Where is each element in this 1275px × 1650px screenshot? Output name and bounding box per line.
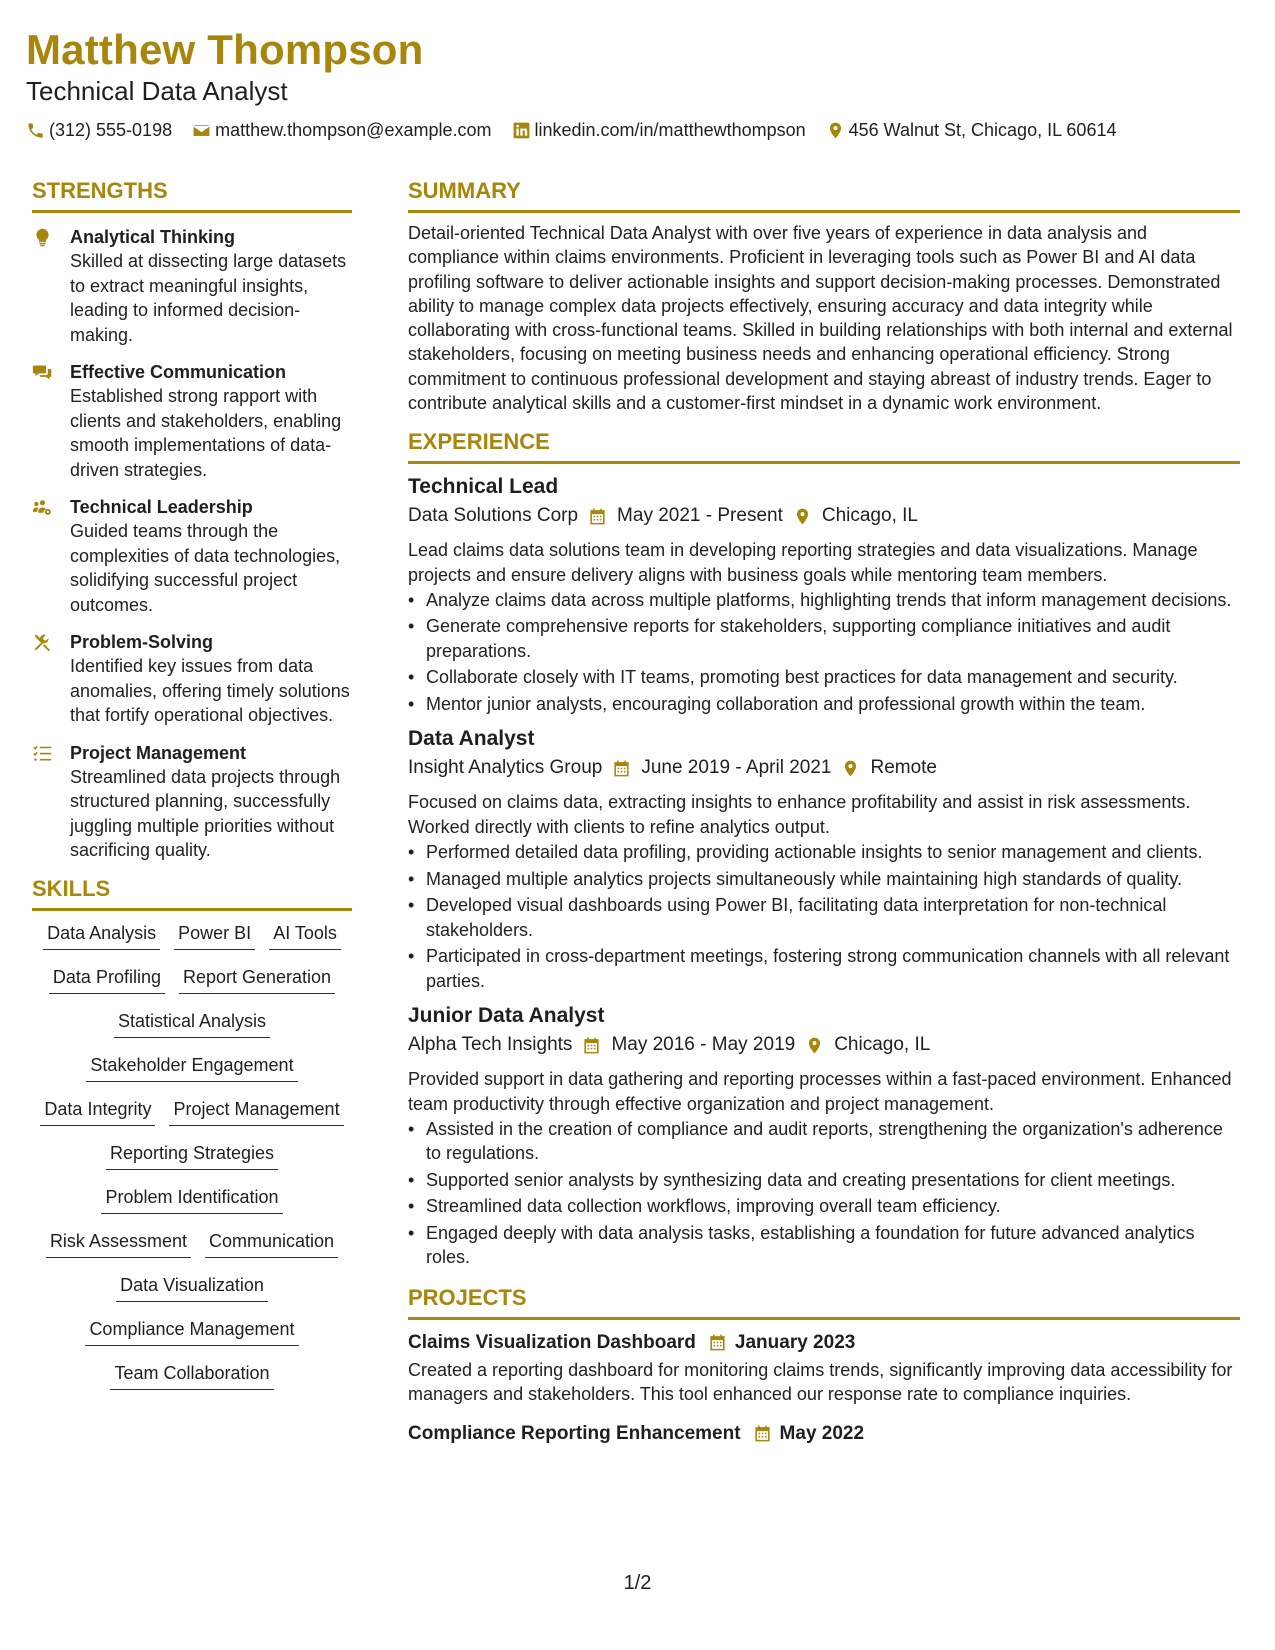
chat-bubbles-icon (32, 362, 53, 383)
skill-tag: Statistical Analysis (114, 1007, 270, 1038)
job-entry (408, 725, 1240, 993)
skill-tag: Problem Identification (101, 1183, 282, 1214)
project-header (408, 1330, 1240, 1356)
calendar-icon (708, 1333, 727, 1352)
experience-heading: EXPERIENCE (408, 429, 1240, 464)
project-date: May 2022 (779, 1422, 865, 1444)
calendar-icon (753, 1424, 772, 1443)
left-column (32, 178, 352, 1390)
strength-title: Effective Communication (70, 362, 287, 382)
job-location: Chicago, IL (821, 505, 918, 527)
project-name: Compliance Reporting Enhancement (408, 1422, 741, 1444)
summary-heading: SUMMARY (408, 178, 1240, 213)
skill-tag: Power BI (174, 919, 255, 950)
strength-item (32, 360, 352, 482)
bullet-item: • Supported senior analysts by synthesizing data and creating presentations for client meetings. (408, 1168, 1240, 1193)
contact-bar (26, 118, 1256, 142)
job-description: Lead claims data solutions team in developing reporting strategies and data visualizations. Manage projects and ensure delivery aligns with business goals while mentoring team members. (408, 540, 1198, 586)
right-column (408, 178, 1240, 1447)
bullet-item: • Streamlined data collection workflows, improving overall team efficiency. (408, 1194, 1240, 1219)
skills-list (32, 919, 352, 1390)
job-dates: May 2016 - May 2019 (611, 1034, 796, 1056)
strength-title: Problem-Solving (70, 632, 214, 652)
phone-text: (312) 555-0198 (49, 120, 173, 140)
strengths-list (32, 225, 352, 863)
job-company: Alpha Tech Insights (408, 1034, 573, 1056)
linkedin-text[interactable]: linkedin.com/in/matthewthompson (534, 120, 806, 140)
project-date: January 2023 (734, 1331, 856, 1353)
envelope-icon (192, 121, 211, 140)
phone-icon (26, 121, 45, 140)
job-dates: May 2021 - Present (617, 505, 783, 527)
calendar-icon (612, 759, 631, 778)
skill-tag: Communication (205, 1227, 338, 1258)
skill-tag: Risk Assessment (46, 1227, 191, 1258)
strength-desc: Streamlined data projects through structured planning, successfully juggling multiple priorities without sacrificing quality. (70, 766, 341, 860)
strength-desc: Guided teams through the complexities of data technologies, solidifying successful project outcomes. (70, 521, 341, 615)
job-bullets (408, 840, 1240, 993)
job-dates: June 2019 - April 2021 (641, 757, 832, 779)
job-role: Technical Lead (408, 475, 559, 499)
skill-tag: Data Visualization (116, 1271, 268, 1302)
candidate-name: Matthew Thompson (26, 26, 424, 73)
job-meta (408, 503, 1240, 529)
list-check-icon (32, 743, 53, 764)
skill-tag: Stakeholder Engagement (86, 1051, 297, 1082)
calendar-icon (582, 1036, 601, 1055)
summary-text: Detail-oriented Technical Data Analyst with over five years of experience in data analysis and compliance within claims environments. Proficient in leveraging tools such as Power BI and AI data profiling software to deliver actionable insights and support decision-making processes. Demonstrated ability to manage complex data projects effectively, ensuring accuracy and data integrity while collaborating with cross-functional teams. Skilled in building relationships with both internal and external stakeholders, focusing on meeting business needs and enhancing operational efficiency. Strong commitment to continuous professional development and staying abreast of industry trends. Eager to contribute analytical skills and a customer-first mindset in a dynamic work environment. (408, 223, 1233, 414)
location-pin-icon (826, 121, 845, 140)
contact-phone (26, 118, 172, 142)
job-company: Insight Analytics Group (408, 757, 603, 779)
candidate-title: Technical Data Analyst (26, 76, 288, 106)
bullet-item: • Analyze claims data across multiple platforms, highlighting trends that inform management decisions. (408, 588, 1240, 613)
resume-header (26, 24, 1256, 142)
project-entry (408, 1330, 1240, 1407)
bullet-item: • Participated in cross-department meetings, fostering strong communication channels with all relevant parties. (408, 944, 1240, 993)
lightbulb-icon (32, 227, 53, 248)
strength-desc: Established strong rapport with clients and stakeholders, enabling smooth implementations of data-driven strategies. (70, 386, 342, 480)
job-location: Remote (870, 757, 937, 779)
skill-tag: Report Generation (179, 963, 335, 994)
strength-desc: Skilled at dissecting large datasets to extract meaningful insights, leading to informed decision-making. (70, 251, 347, 345)
bullet-item: • Collaborate closely with IT teams, promoting best practices for data management and security. (408, 665, 1240, 690)
strength-item (32, 225, 352, 347)
bullet-item: • Generate comprehensive reports for stakeholders, supporting compliance initiatives and audit preparations. (408, 614, 1240, 663)
bullet-item: • Assisted in the creation of compliance and audit reports, strengthening the organization's adherence to regulations. (408, 1117, 1240, 1166)
strengths-heading: STRENGTHS (32, 178, 352, 213)
project-header (408, 1421, 1240, 1447)
skill-tag: Reporting Strategies (106, 1139, 278, 1170)
tools-icon (32, 632, 53, 653)
job-bullets (408, 1117, 1240, 1270)
contact-address (826, 118, 1117, 142)
bullet-item: • Managed multiple analytics projects simultaneously while maintaining high standards of quality. (408, 867, 1240, 892)
strength-title: Analytical Thinking (70, 227, 236, 247)
job-bullets (408, 588, 1240, 717)
job-description: Provided support in data gathering and reporting processes within a fast-paced environment. Enhanced team productivity through effective organization and project management. (408, 1069, 1232, 1114)
bullet-item: • Mentor junior analysts, encouraging collaboration and professional growth within the team. (408, 692, 1240, 717)
skill-tag: AI Tools (269, 919, 341, 950)
strength-title: Technical Leadership (70, 497, 253, 517)
job-company: Data Solutions Corp (408, 505, 579, 527)
project-description: Created a reporting dashboard for monitoring claims trends, significantly improving data accessibility for managers and stakeholders. This tool enhanced our response rate to compliance inquiries. (408, 1359, 1233, 1405)
contact-linkedin[interactable] (512, 118, 806, 142)
job-meta (408, 755, 1240, 781)
strength-item (32, 741, 352, 863)
skill-tag: Compliance Management (85, 1315, 298, 1346)
projects-heading: PROJECTS (408, 1285, 1240, 1320)
strength-item (32, 495, 352, 617)
job-role: Junior Data Analyst (408, 1004, 605, 1028)
bullet-item: • Developed visual dashboards using Power BI, facilitating data interpretation for non-technical stakeholders. (408, 893, 1240, 942)
job-location: Chicago, IL (834, 1034, 931, 1056)
bullet-item: • Engaged deeply with data analysis tasks, establishing a foundation for future advanced analytics roles. (408, 1221, 1240, 1270)
bullet-item: • Performed detailed data profiling, providing actionable insights to senior management and clients. (408, 840, 1240, 865)
job-meta (408, 1032, 1240, 1058)
skill-tag: Project Management (169, 1095, 343, 1126)
strength-item (32, 630, 352, 728)
project-name: Claims Visualization Dashboard (408, 1331, 696, 1353)
skill-tag: Data Profiling (49, 963, 165, 994)
job-description: Focused on claims data, extracting insights to enhance profitability and assist in risk assessments. Worked directly with clients to refine analytics output. (408, 792, 1191, 838)
location-pin-icon (841, 759, 860, 778)
job-entry (408, 473, 1240, 716)
location-pin-icon (805, 1036, 824, 1055)
email-text[interactable]: matthew.thompson@example.com (215, 120, 492, 140)
strength-desc: Identified key issues from data anomalies, offering timely solutions that fortify operational objectives. (70, 656, 350, 725)
linkedin-icon (512, 121, 531, 140)
skills-heading: SKILLS (32, 876, 352, 911)
skill-tag: Data Integrity (40, 1095, 155, 1126)
calendar-icon (588, 507, 607, 526)
page-number: 1/2 (623, 1572, 652, 1594)
address-text: 456 Walnut St, Chicago, IL 60614 (848, 120, 1117, 140)
contact-email[interactable] (192, 118, 491, 142)
users-gear-icon (32, 497, 53, 518)
skill-tag: Data Analysis (43, 919, 160, 950)
project-entry (408, 1421, 1240, 1447)
strength-title: Project Management (70, 742, 247, 763)
location-pin-icon (793, 507, 812, 526)
job-entry (408, 1002, 1240, 1270)
skill-tag: Team Collaboration (110, 1359, 273, 1390)
job-role: Data Analyst (408, 727, 535, 751)
